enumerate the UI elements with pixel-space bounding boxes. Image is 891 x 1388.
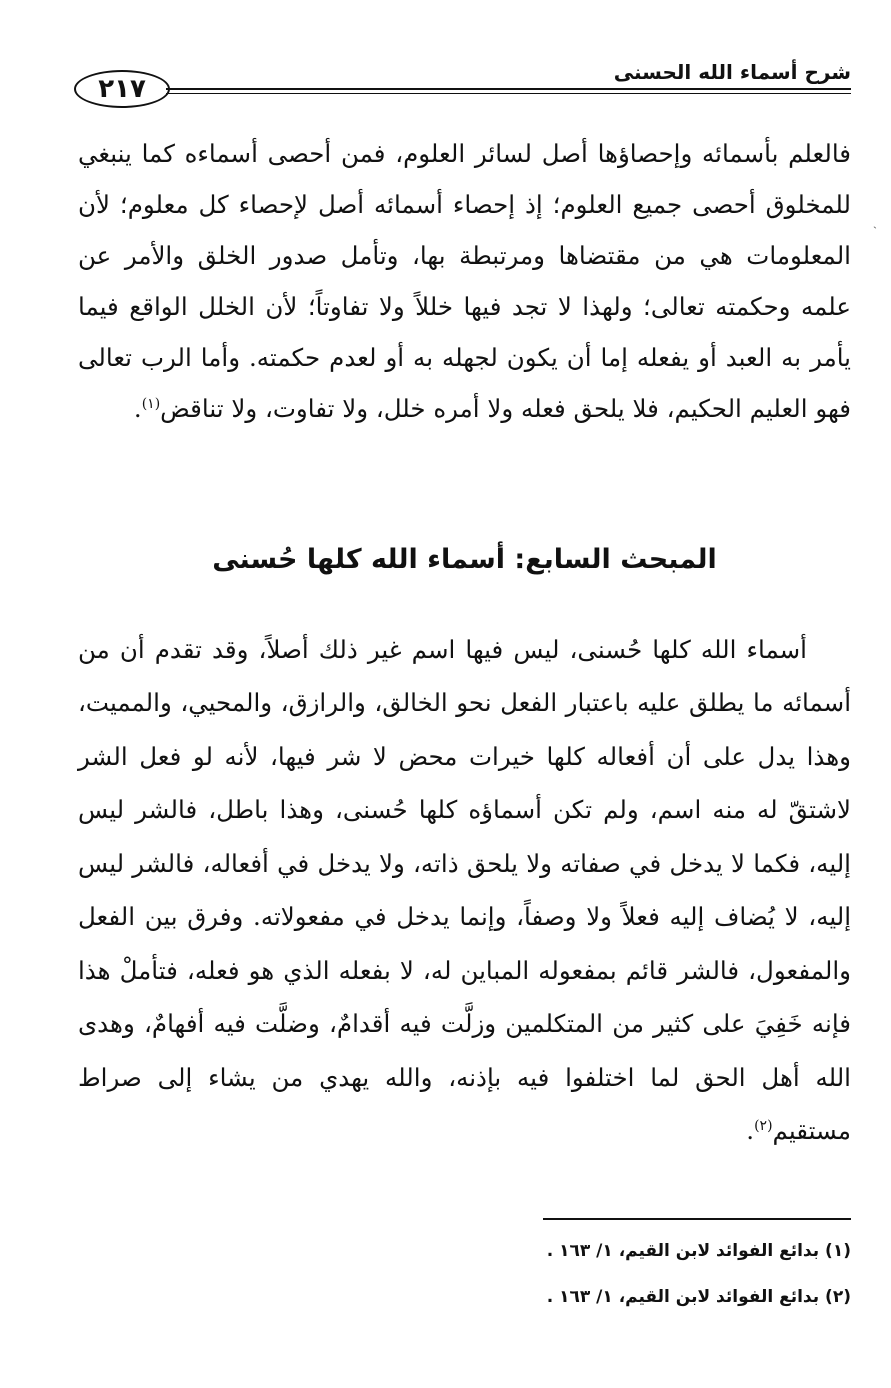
header-rule [166,88,851,90]
paragraph-1 [78,128,851,434]
page-number: ٢١٧ [74,70,170,108]
running-title: شرح أسماء الله الحسنى [613,60,851,84]
footnote-2: (٢) بدائع الفوائد لابن القيم، ١/ ١٦٣ . [546,1287,851,1307]
paragraph-1-text: فالعلم بأسمائه وإحصاؤها أصل لسائر العلوم، فمن أحصى أسماءه كما ينبغي للمخلوق أحصى جميع العلوم؛ إذ إحصاء أسمائه أصل لإحصاء كل معلوم؛ لأن المعلومات هي من مقتضاها ومرتبطة بها، وتأمل صدور الخلق والأمر عن علمه وحكمته تعالى؛ ولهذا لا تجد فيها خللاً ولا تفاوتاً؛ لأن الخلل الواقع فيما يأمر به العبد أو يفعله إما أن يكون لجهله به أو لعدم حكمته. وأما الرب تعالى فهو العليم الحكيم، فلا يلحق فعله ولا أمره خلل، ولا تفاوت، ولا تناقض [78,139,851,423]
footnote-ref-2: (٢) [754,1117,773,1134]
paragraph-2 [78,598,851,1182]
footnotes [78,1228,851,1320]
page-header [74,52,851,108]
footnote-ref-1: (١) [141,395,161,412]
margin-mark: ˎ [873,215,877,229]
paragraph-2-text: أسماء الله كلها حُسنى، ليس فيها اسم غير ذلك أصلاً، وقد تقدم أن من أسمائه ما يطلق عليه باعتبار الفعل نحو الخالق، والرازق، والمحيي، والمميت، وهذا يدل على أن أفعاله كلها خيرات محض لا شر فيها، لأنه لو فعل الشر لاشتقّ له منه اسم، ولم تكن أسماؤه كلها حُسنى، وهذا باطل، فالشر ليس إليه، فكما لا يدخل في صفاته ولا يلحق ذاته، ولا يدخل في أفعاله، فالشر ليس إليه، لا يُضاف إليه فعلاً ولا وصفاً، وإنما يدخل في مفعولاته. وفرق بين الفعل والمفعول، فالشر قائم بمفعوله المباين له، لا بفعله الذي هو فعله، فتأملْ هذا فإنه خَفِيَ على كثير من المتكلمين وزلَّت فيه أقدامٌ، وضلَّت فيه أفهامٌ، وهدى الله أهل الحق لما اختلفوا فيه بإذنه، والله يهدي من يشاء إلى صراط مستقيم [78,634,851,1145]
section-heading: المبحث السابع: أسماء الله كلها حُسنى [212,544,717,575]
header-rule-thin [166,93,851,94]
footnote-divider [543,1218,851,1220]
footnote-1: (١) بدائع الفوائد لابن القيم، ١/ ١٦٣ . [546,1241,851,1261]
paragraph-1-end: . [133,394,142,423]
paragraph-2-end: . [746,1116,755,1145]
